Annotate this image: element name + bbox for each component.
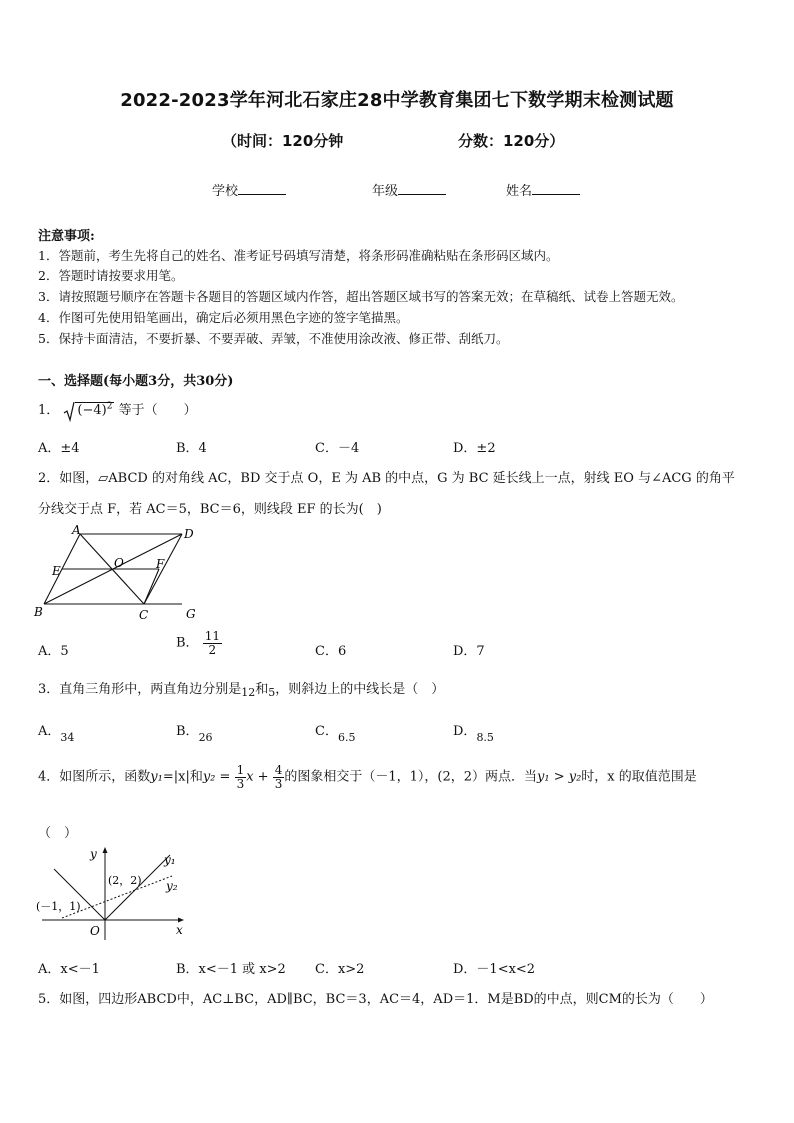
q1-radicand: [75, 402, 114, 418]
point-2-2-label: (2，2): [108, 874, 142, 887]
name-label: 姓名: [506, 184, 533, 199]
y1-label: y₁: [164, 853, 176, 867]
q4-option-b[interactable]: B．x<－1 或 x>2: [176, 962, 286, 977]
q2-text-line2: 分线交于点 F，若 AC＝5，BC＝6，则线段 EF 的长为( ): [38, 502, 382, 517]
label-f: F: [156, 557, 165, 571]
q1-suffix: 等于（ ）: [118, 403, 197, 418]
option-prefix: B．: [176, 635, 199, 651]
numerator: 4: [274, 763, 283, 777]
label-a: A: [72, 523, 81, 537]
y-axis-arrow-icon: [103, 847, 108, 853]
fraction: [203, 630, 222, 656]
section-heading: 一、选择题(每小题3分，共30分): [38, 374, 234, 389]
note-item: 1．答题前，考生先将自己的姓名、准考证号码填写清楚，将条形码准确粘贴在条形码区域内。: [38, 248, 559, 263]
question-3: [38, 678, 444, 697]
note-item: 5．保持卡面清洁，不要折暴、不要弄破、弄皱，不准使用涂改液、修正带、刮纸刀。: [38, 331, 509, 346]
name-blank: [532, 181, 580, 195]
fraction: [273, 764, 285, 790]
x-label: x: [176, 923, 183, 937]
exponent: 2: [106, 401, 113, 412]
x-axis-arrow-icon: [178, 918, 184, 923]
label-o: O: [114, 556, 124, 570]
school-blank: [238, 181, 286, 195]
q3-and: 和: [255, 682, 269, 697]
option-prefix: A．: [38, 724, 61, 739]
origin-label: O: [90, 924, 100, 938]
q3-leg1: 12: [241, 686, 256, 699]
q4-tail: 时，x 的取值范围是: [581, 769, 697, 785]
q4-eq1: =|x|和: [162, 769, 203, 785]
q3-text: 3．直角三角形中，两直角边分别是: [38, 682, 242, 697]
q2-option-c[interactable]: C．6: [315, 644, 347, 659]
q4-option-a[interactable]: A．x<－1: [38, 962, 100, 977]
numerator: 11: [204, 629, 220, 643]
grade-label: 年级: [372, 184, 399, 199]
option-value: 8.5: [476, 731, 494, 744]
question-5: 5．如图，四边形ABCD中，AC⊥BC，AD∥BC，BC＝3，AC＝4，AD＝1．M是BD的中点，则CM的长为（ ）: [38, 992, 713, 1007]
q4-y1: y₁: [150, 769, 163, 785]
q3-option-a[interactable]: [38, 720, 75, 744]
notes-heading: 注意事项:: [38, 229, 95, 244]
q2-option-b[interactable]: [176, 630, 222, 656]
q1-option-d[interactable]: D．±2: [453, 441, 496, 456]
note-item: 4．作图可先使用铅笔画出，确定后必须用黑色字迹的签字笔描黑。: [38, 310, 409, 325]
q1-option-a[interactable]: A．±4: [38, 441, 80, 456]
q1-option-b[interactable]: B．4: [176, 441, 207, 456]
question-4: [38, 764, 697, 790]
q3-option-d[interactable]: [453, 720, 494, 744]
q3-option-c[interactable]: [315, 720, 356, 744]
fraction: [235, 764, 247, 790]
name-field: [506, 180, 580, 199]
q1-number: 1．: [38, 403, 60, 418]
grade-blank: [398, 181, 446, 195]
exam-time: （时间：120分钟: [222, 132, 344, 150]
y2-label: y₂: [166, 879, 178, 893]
grade-field: [372, 180, 446, 199]
option-prefix: D．: [453, 724, 477, 739]
q1-option-c[interactable]: C．－4: [315, 441, 360, 456]
label-c: C: [139, 608, 149, 622]
q2-option-d[interactable]: D．7: [453, 644, 485, 659]
numerator: 1: [236, 763, 245, 777]
question-1: [38, 399, 197, 422]
q3-leg2: 5: [268, 686, 276, 699]
q3-text-tail: ，则斜边上的中线长是（ ）: [275, 682, 445, 697]
school-field: [212, 180, 286, 199]
q4-condition: y₁ > y₂: [537, 769, 582, 785]
parallelogram-figure: [32, 522, 208, 624]
function-graph-figure: [32, 842, 192, 942]
label-e: E: [52, 564, 61, 578]
q2-option-a[interactable]: A．5: [38, 644, 69, 659]
q4-mid: 的图象相交于（－1，1），(2，2）两点．当: [284, 769, 538, 785]
q3-option-b[interactable]: [176, 720, 213, 744]
label-b: B: [34, 605, 43, 619]
q4-option-d[interactable]: D．－1<x<2: [453, 962, 536, 977]
option-prefix: C．: [315, 724, 338, 739]
y-label: y: [90, 847, 97, 861]
option-prefix: B．: [176, 724, 199, 739]
denominator: 2: [208, 642, 217, 657]
school-label: 学校: [212, 184, 239, 199]
q4-option-c[interactable]: C．x>2: [315, 962, 365, 977]
q2-text-line1: 2．如图，▱ABCD 的对角线 AC，BD 交于点 O，E 为 AB 的中点，G 为 BC 延长线上一点，射线 EO 与∠ACG 的角平: [38, 471, 735, 486]
note-item: 3．请按照题号顺序在答题卡各题目的答题区域内作答，超出答题区域书写的答案无效；在草稿纸、试卷上答题无效。: [38, 289, 684, 304]
q4-xplus: x +: [246, 769, 269, 785]
label-d: D: [184, 527, 194, 541]
y1-right-branch: [105, 855, 170, 920]
exam-score: 分数：120分）: [458, 132, 565, 150]
page-title: 2022-2023学年河北石家庄28中学教育集团七下数学期末检测试题: [120, 90, 674, 111]
line-cf: [144, 569, 159, 604]
q4-text: 4．如图所示，函数: [38, 769, 151, 785]
sqrt-icon: [63, 400, 75, 422]
note-item: 2．答题时请按要求用笔。: [38, 268, 184, 283]
q4-eq2: =: [219, 769, 231, 785]
point-neg1-1-label: (－1，1): [36, 900, 81, 913]
option-value: 26: [198, 731, 213, 744]
q4-paren: （ ）: [38, 826, 78, 841]
label-g: G: [186, 607, 196, 621]
option-value: 34: [60, 731, 75, 744]
denominator: 3: [236, 776, 245, 791]
q4-y2: y₂: [202, 769, 216, 785]
denominator: 3: [274, 776, 283, 791]
radicand-text: (−4): [77, 403, 107, 418]
option-value: 6.5: [337, 731, 356, 744]
